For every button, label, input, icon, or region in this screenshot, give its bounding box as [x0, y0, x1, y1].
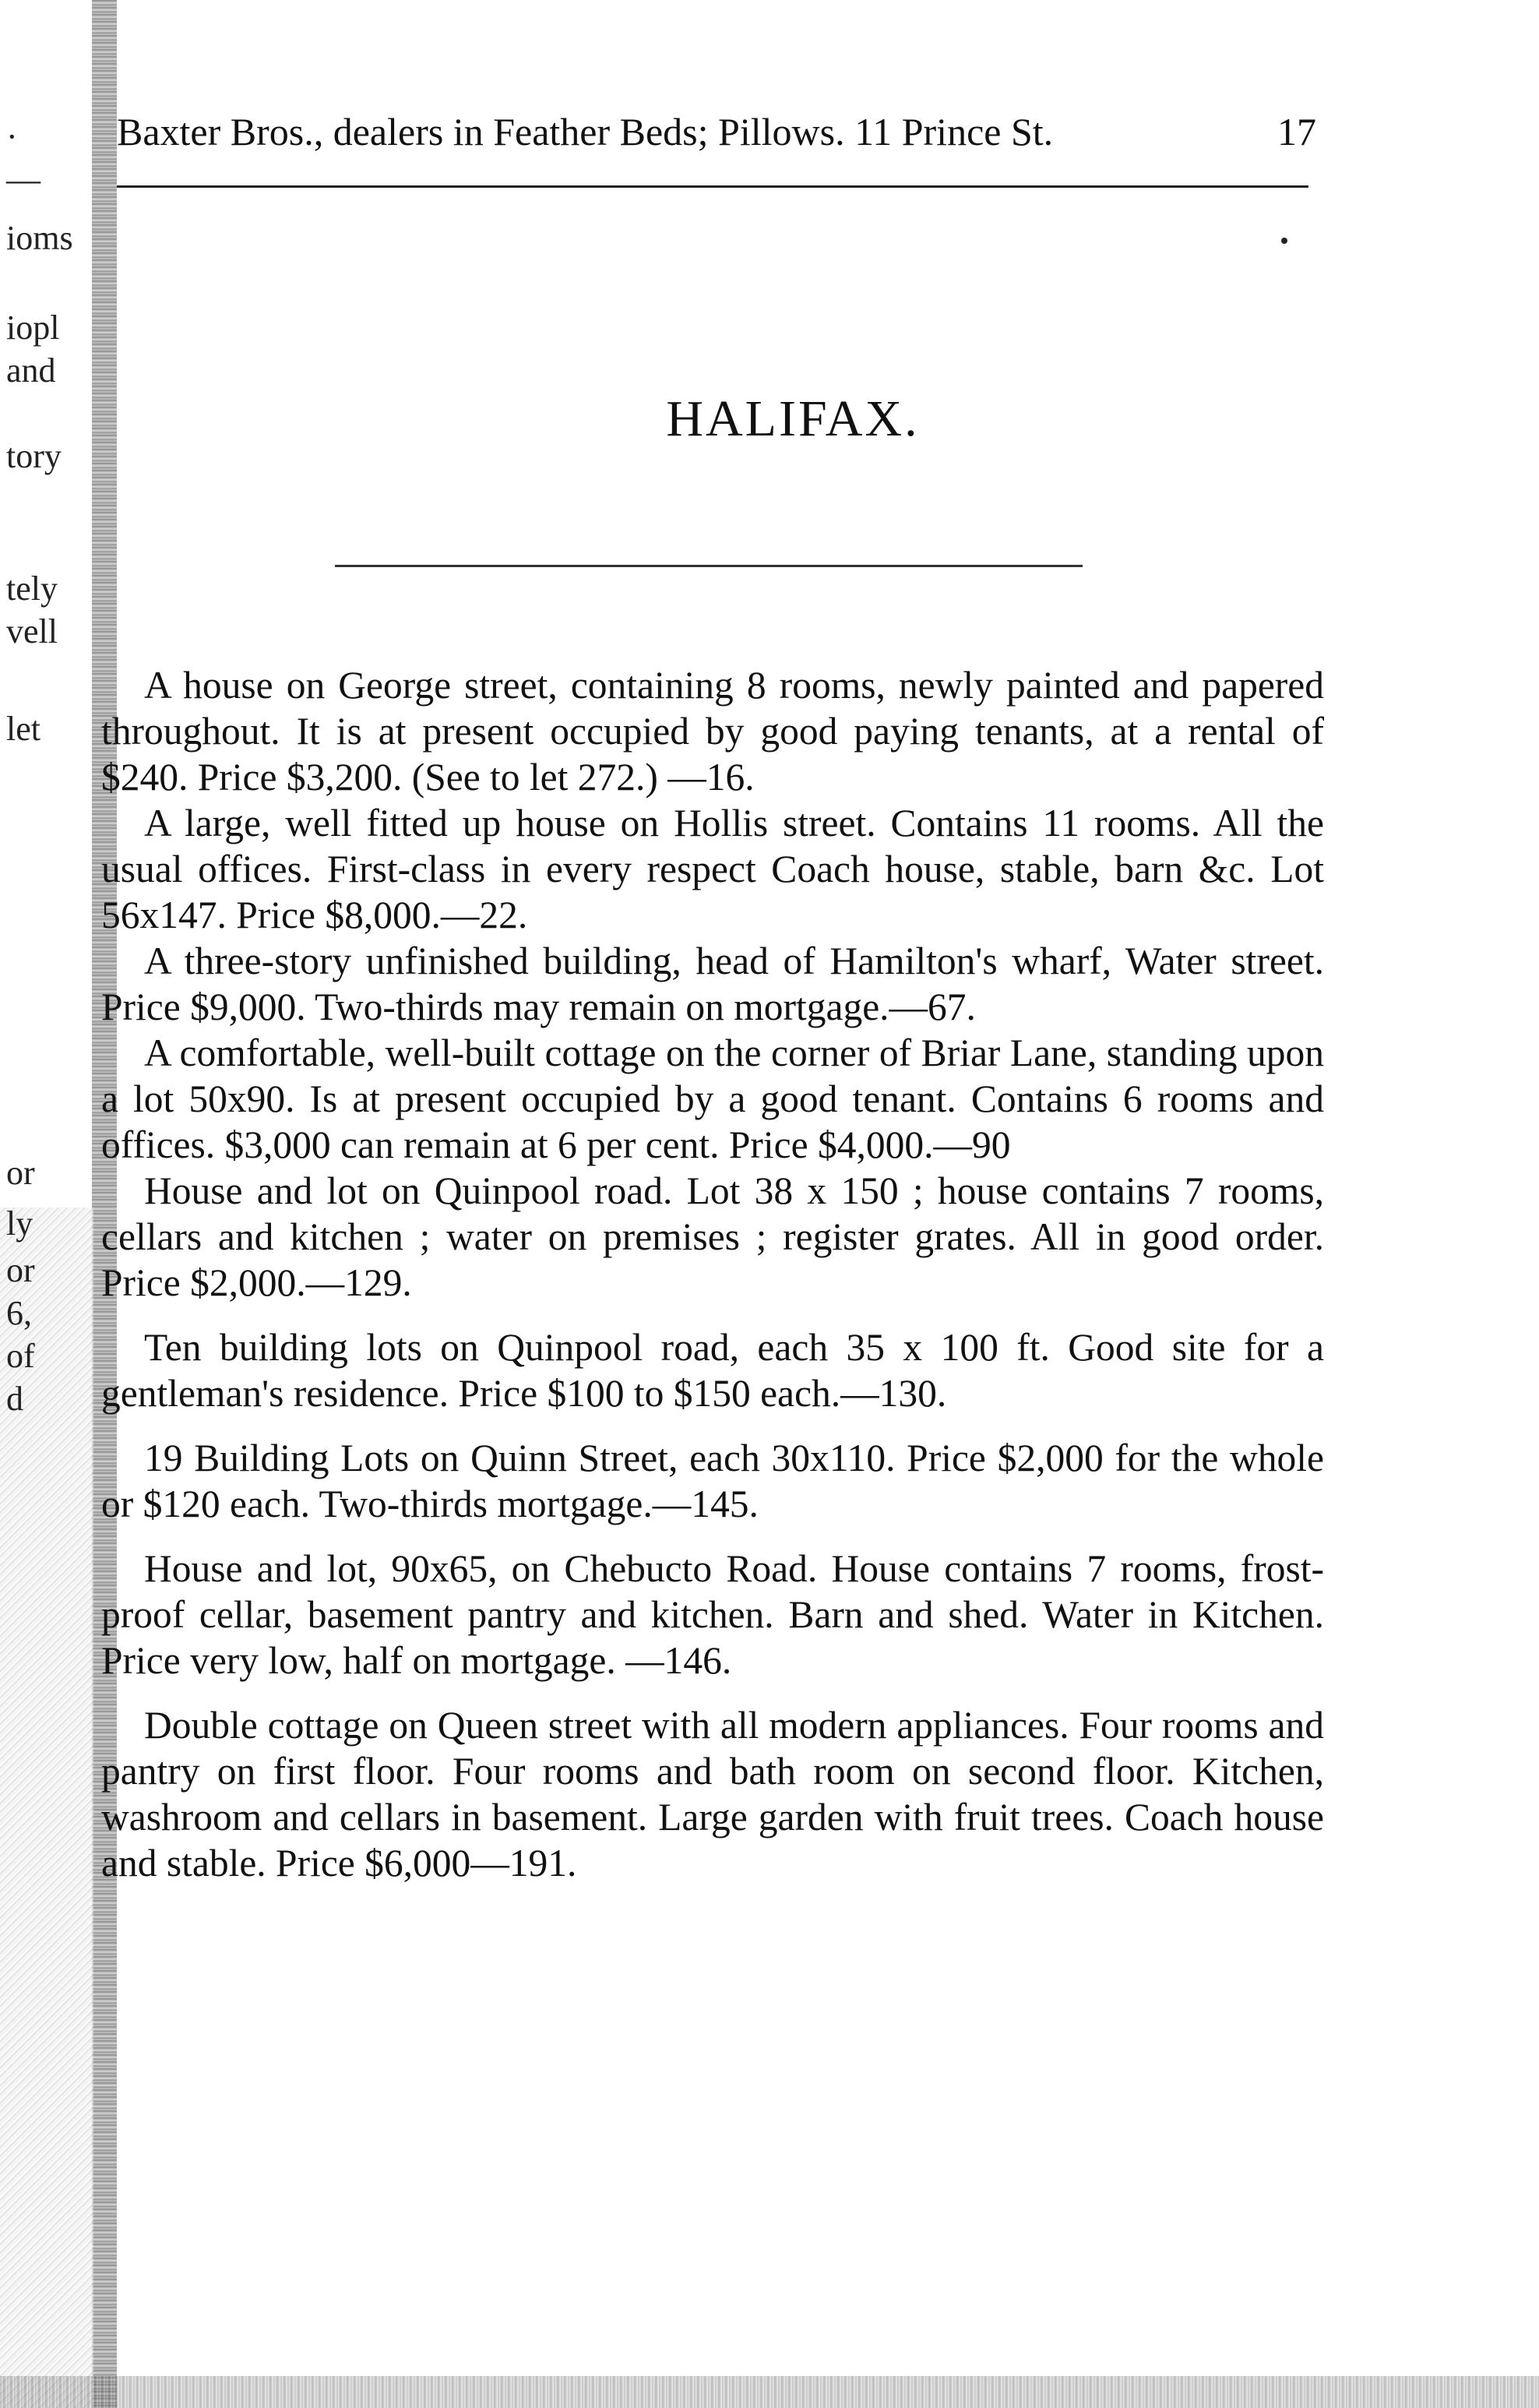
title-rule	[335, 565, 1083, 567]
margin-fragment: d	[6, 1380, 23, 1418]
section-title: HALIFAX.	[666, 390, 920, 447]
margin-fragment: or	[6, 1251, 35, 1289]
listing: A house on George street, containing 8 rooms, newly painted and papered throughout. It is at present occupied by good paying tenants, at a rental of $240. Price $3,200. (See to let 272.) —16.	[101, 664, 1324, 799]
listing: 19 Building Lots on Quinn Street, each 30x110. Price $2,000 for the whole or $120 each. Two-thirds mortgage.—145.	[101, 1437, 1324, 1525]
header-rule	[117, 185, 1308, 188]
margin-fragment: iopl	[6, 308, 60, 347]
listing: Ten building lots on Quinpool road, each 35 x 100 ft. Good site for a gentleman's residence. Price $100 to $150 each.—130.	[101, 1326, 1324, 1415]
margin-fragment: vell	[6, 612, 58, 650]
margin-fragment: ·	[6, 118, 18, 156]
listing: A three-story unfinished building, head of Hamilton's wharf, Water street. Price $9,000. Two-thirds may remain on mortgage.—67.	[101, 940, 1324, 1028]
margin-fragment: tely	[6, 569, 58, 608]
listing: House and lot on Quinpool road. Lot 38 x 150 ; house contains 7 rooms, cellars and kitchen ; water on premises ; register grates. All in good order. Price $2,000.—129.	[101, 1169, 1324, 1304]
margin-fragment: tory	[6, 437, 62, 475]
margin-fragment: ly	[6, 1204, 33, 1243]
listing: A large, well fitted up house on Hollis street. Contains 11 rooms. All the usual offices. First-class in every respect Coach house, stable, barn &c. Lot 56x147. Price $8,000.—22.	[101, 802, 1324, 936]
bottom-edge-shadow	[0, 2376, 1539, 2408]
margin-fragment: let	[6, 710, 40, 748]
margin-fragment: and	[6, 351, 56, 390]
margin-fragment: 6,	[6, 1294, 32, 1332]
running-title: Baxter Bros., dealers in Feather Beds; Pillows. 11 Prince St.	[117, 110, 1054, 153]
print-speck	[1281, 238, 1287, 244]
listing: Double cottage on Queen street with all modern appliances. Four rooms and pantry on first floor. Four rooms and bath room on second floor. Kitchen, washroom and cellars in basement. Large garden with fruit trees. Coach house and stable. Price $6,000—191.	[101, 1704, 1324, 1884]
listing: A comfortable, well-built cottage on the corner of Briar Lane, standing upon a lot 50x90. Is at present occupied by a good tenant. Contains 6 rooms and offices. $3,000 can remain at 6 per cent. Price $4,000.—90	[101, 1031, 1324, 1166]
listings	[101, 662, 1324, 1886]
margin-fragment: of	[6, 1337, 35, 1375]
page-number: 17	[1277, 110, 1316, 153]
margin-fragment: ioms	[6, 219, 73, 257]
margin-fragment: or	[6, 1154, 35, 1192]
margin-fragment: —	[6, 160, 40, 199]
running-header	[117, 109, 1316, 164]
listing: House and lot, 90x65, on Chebucto Road. House contains 7 rooms, frost-proof cellar, basement pantry and kitchen. Barn and shed. Water in Kitchen. Price very low, half on mortgage. —146.	[101, 1547, 1324, 1682]
